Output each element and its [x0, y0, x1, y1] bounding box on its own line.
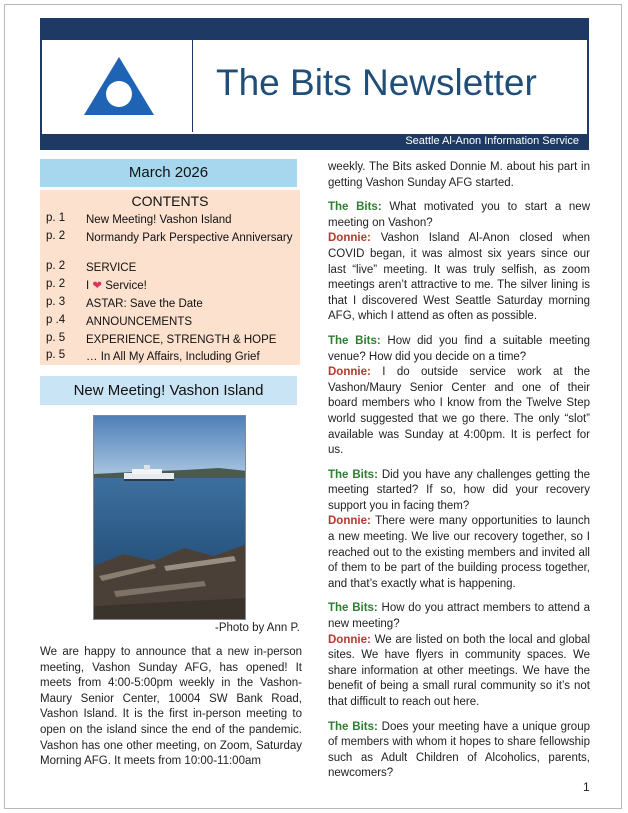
- question-label: The Bits:: [328, 468, 378, 481]
- toc-page: p. 2: [46, 260, 66, 272]
- newsletter-title: The Bits Newsletter: [216, 62, 537, 103]
- page-number: 1: [583, 780, 590, 794]
- answer-text: Vashon Island Al-Anon closed when COVID began, it was almost six years since our last “live” meeting. It was truly selfish, as zoom meetings aren’t attractive to me. The silver lining is that I discovered West Seattle Saturday morning AFG, which I attend as often as possible.: [328, 232, 590, 323]
- toc-title: Normandy Park Perspective Anniversary: [86, 232, 293, 244]
- toc-page: p. 2: [46, 278, 66, 290]
- article-heading: New Meeting! Vashon Island: [40, 376, 297, 405]
- newsletter-header: [40, 40, 589, 134]
- answer-text: We are listed on both the local and global sites. We have flyers in community spaces. We share information at other meetings. We have the benefit of being a small rural community so it’s not that difficult to reach out here.: [328, 633, 590, 708]
- toc-title: [86, 278, 296, 294]
- ferry-photo: [93, 415, 246, 620]
- interview-qa: [328, 720, 590, 782]
- interview-column: [328, 160, 590, 791]
- toc-title: ASTAR: Save the Date: [86, 298, 203, 310]
- answer-label: Donnie:: [328, 633, 371, 646]
- ferry-photo-image: [94, 416, 246, 620]
- photo-credit: -Photo by Ann P.: [215, 622, 300, 634]
- toc-page: p. 1: [46, 212, 66, 224]
- organization-name: Seattle Al-Anon Information Service: [405, 135, 579, 147]
- toc-page: p. 2: [46, 230, 66, 242]
- question-text: How did you find a suitable meeting venue? How did you decide on a time?: [328, 334, 590, 363]
- issue-month: March 2026: [40, 159, 297, 187]
- question-text: Does your meeting have a unique group of members with whom it hopes to share fellowship such as Adult Children of Alcoholics, parents, newcomers?: [328, 720, 590, 780]
- interview-qa: [328, 334, 590, 459]
- contents-heading: CONTENTS: [131, 193, 209, 209]
- contents-box: [40, 190, 300, 365]
- question-label: The Bits:: [328, 602, 378, 615]
- toc-title-part: I: [86, 280, 90, 292]
- question-label: The Bits:: [328, 201, 382, 214]
- question-text: What motivated you to start a new meeting on Vashon?: [328, 201, 591, 229]
- toc-title: ANNOUNCEMENTS: [86, 316, 193, 328]
- question-text: Did you have any challenges getting the meeting started? If so, how did your recovery support you in facing them?: [328, 468, 590, 512]
- interview-qa: [328, 468, 590, 593]
- header-sub-bar: [40, 134, 589, 150]
- toc-page: p. 5: [46, 332, 66, 344]
- question-text: How do you attract members to attend a new meeting?: [328, 602, 591, 631]
- toc-title: EXPERIENCE, STRENGTH & HOPE: [86, 334, 277, 346]
- toc-title: SERVICE: [86, 262, 137, 274]
- question-label: The Bits:: [328, 334, 381, 347]
- toc-title: New Meeting! Vashon Island: [86, 214, 232, 226]
- al-anon-logo-icon: [82, 55, 156, 117]
- toc-page: p. 5: [46, 349, 66, 361]
- interview-qa: [328, 601, 590, 710]
- answer-label: Donnie:: [328, 366, 371, 379]
- toc-title-part: Service!: [105, 280, 147, 292]
- answer-label: Donnie:: [328, 515, 371, 528]
- answer-text: There were many opportunities to launch a new meeting. We live our recovery together, so I reached out to the existing members and invited all of them to be part of the building process together, and that’s exactly what is happening.: [328, 515, 590, 590]
- logo-box: [42, 40, 193, 132]
- header-top-bar: [40, 18, 589, 40]
- article-continued: weekly. The Bits asked Donnie M. about his part in getting Vashon Sunday AFG started.: [328, 161, 590, 189]
- toc-title: … In All My Affairs, Including Grief: [86, 351, 260, 363]
- toc-page: p .4: [46, 314, 66, 326]
- answer-label: Donnie:: [328, 232, 371, 245]
- answer-text: I do outside service work at the Vashon/Maury Senior Center and one of their board members who I know from the Twelve Step world suggested that we go there. The only “slot” available was Sunday at 4:00pm. It is perfect for us.: [328, 366, 590, 457]
- article-intro: We are happy to announce that a new in-person meeting, Vashon Sunday AFG, has opened! It meets from 4:00-5:00pm weekly in the Vashon-Maury Senior Center, 10004 SW Bank Road, Vashon Island. It is the first in-person meeting to open on the island since the end of the pandemic. Vashon has one other meeting, on Zoom, Saturday Morning AFG. It meets from 10:00-11:00am: [40, 646, 302, 768]
- heart-icon: ❤: [92, 280, 103, 292]
- question-label: The Bits:: [328, 720, 378, 733]
- interview-qa: [328, 200, 590, 325]
- toc-page: p. 3: [46, 296, 66, 308]
